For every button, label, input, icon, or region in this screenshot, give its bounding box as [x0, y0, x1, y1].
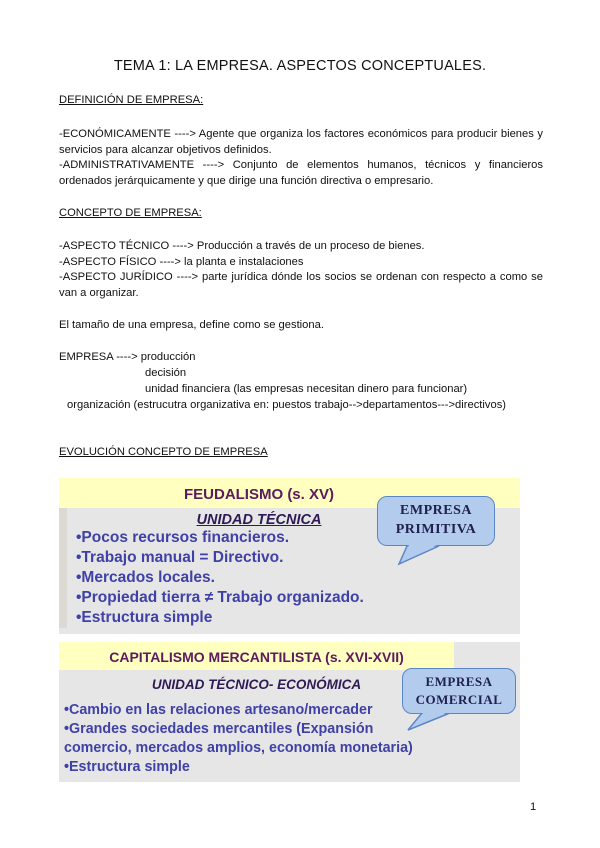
callout-line: PRIMITIVA: [395, 522, 477, 537]
callout-tail-cover: [402, 668, 520, 738]
slide-bullet: •Pocos recursos financieros.: [76, 529, 290, 546]
callout-empresa-primitiva: [377, 496, 507, 566]
page-number: 1: [530, 801, 537, 813]
concepto-heading: CONCEPTO DE EMPRESA:: [59, 207, 202, 219]
empresa-organizacion: organización (estrucutra organizativa en: puestos trabajo-->departamentos--->directivos): [67, 399, 507, 411]
slide-bullet: •Estructura simple: [76, 609, 213, 626]
definicion-economica: -ECONÓMICAMENTE ----> Agente que organiza los factores económicos para producir bienes y servicios para alcanzar objetivos definidos.: [59, 128, 543, 156]
slide-subtitle: UNIDAD TÉCNICO- ECONÓMICA: [151, 677, 362, 692]
callout-empresa-comercial: [402, 668, 520, 738]
slide-capitalismo: [59, 642, 520, 782]
evolucion-heading: EVOLUCIÓN CONCEPTO DE EMPRESA: [59, 446, 268, 458]
concepto-juridico: -ASPECTO JURÍDICO ----> parte jurídica dónde los socios se ordenan con respecto a como se van a organizar.: [59, 271, 543, 299]
definicion-administrativa: -ADMINISTRATIVAMENTE ----> Conjunto de elementos humanos, técnicos y financieros ordenados jerárquicamente y que dirige una función directiva o empresario.: [59, 159, 543, 187]
empresa-financiera: unidad financiera (las empresas necesitan dinero para funcionar): [145, 383, 468, 395]
concepto-tecnico: -ASPECTO TÉCNICO ----> Producción a través de un proceso de bienes.: [59, 240, 425, 252]
definicion-heading: DEFINICIÓN DE EMPRESA:: [59, 94, 204, 106]
slide-bullet: •Propiedad tierra ≠ Trabajo organizado.: [76, 589, 364, 606]
callout-line: EMPRESA: [425, 674, 493, 689]
callout-line: EMPRESA: [400, 503, 472, 518]
slide-feudalismo: [59, 478, 520, 634]
concepto-fisico: -ASPECTO FÍSICO ----> la planta e instalaciones: [59, 256, 304, 268]
slide-bullet: •Estructura simple: [64, 759, 190, 775]
page-title: TEMA 1: LA EMPRESA. ASPECTOS CONCEPTUALES.: [113, 58, 487, 74]
slide-bullet: comercio, mercados amplios, economía monetaria): [64, 740, 413, 756]
slide-subtitle: UNIDAD TÉCNICA: [196, 512, 322, 528]
slide-bullet: •Trabajo manual = Directivo.: [76, 549, 284, 566]
slide-title: FEUDALISMO (s. XV): [183, 486, 334, 503]
slide-bullet: •Grandes sociedades mercantiles (Expansión: [64, 721, 374, 737]
slide-bullet: •Cambio en las relaciones artesano/mercader: [64, 702, 373, 718]
empresa-decision: decisión: [145, 367, 187, 379]
empresa-lead: EMPRESA ----> producción: [59, 351, 196, 363]
callout-tail-cover: [377, 496, 507, 566]
callout-line: COMERCIAL: [415, 692, 503, 707]
slide-title: CAPITALISMO MERCANTILISTA (s. XVI-XVII): [109, 649, 404, 665]
slide-bullet: •Mercados locales.: [76, 569, 215, 586]
tamano-text: El tamaño de una empresa, define como se gestiona.: [59, 319, 324, 331]
